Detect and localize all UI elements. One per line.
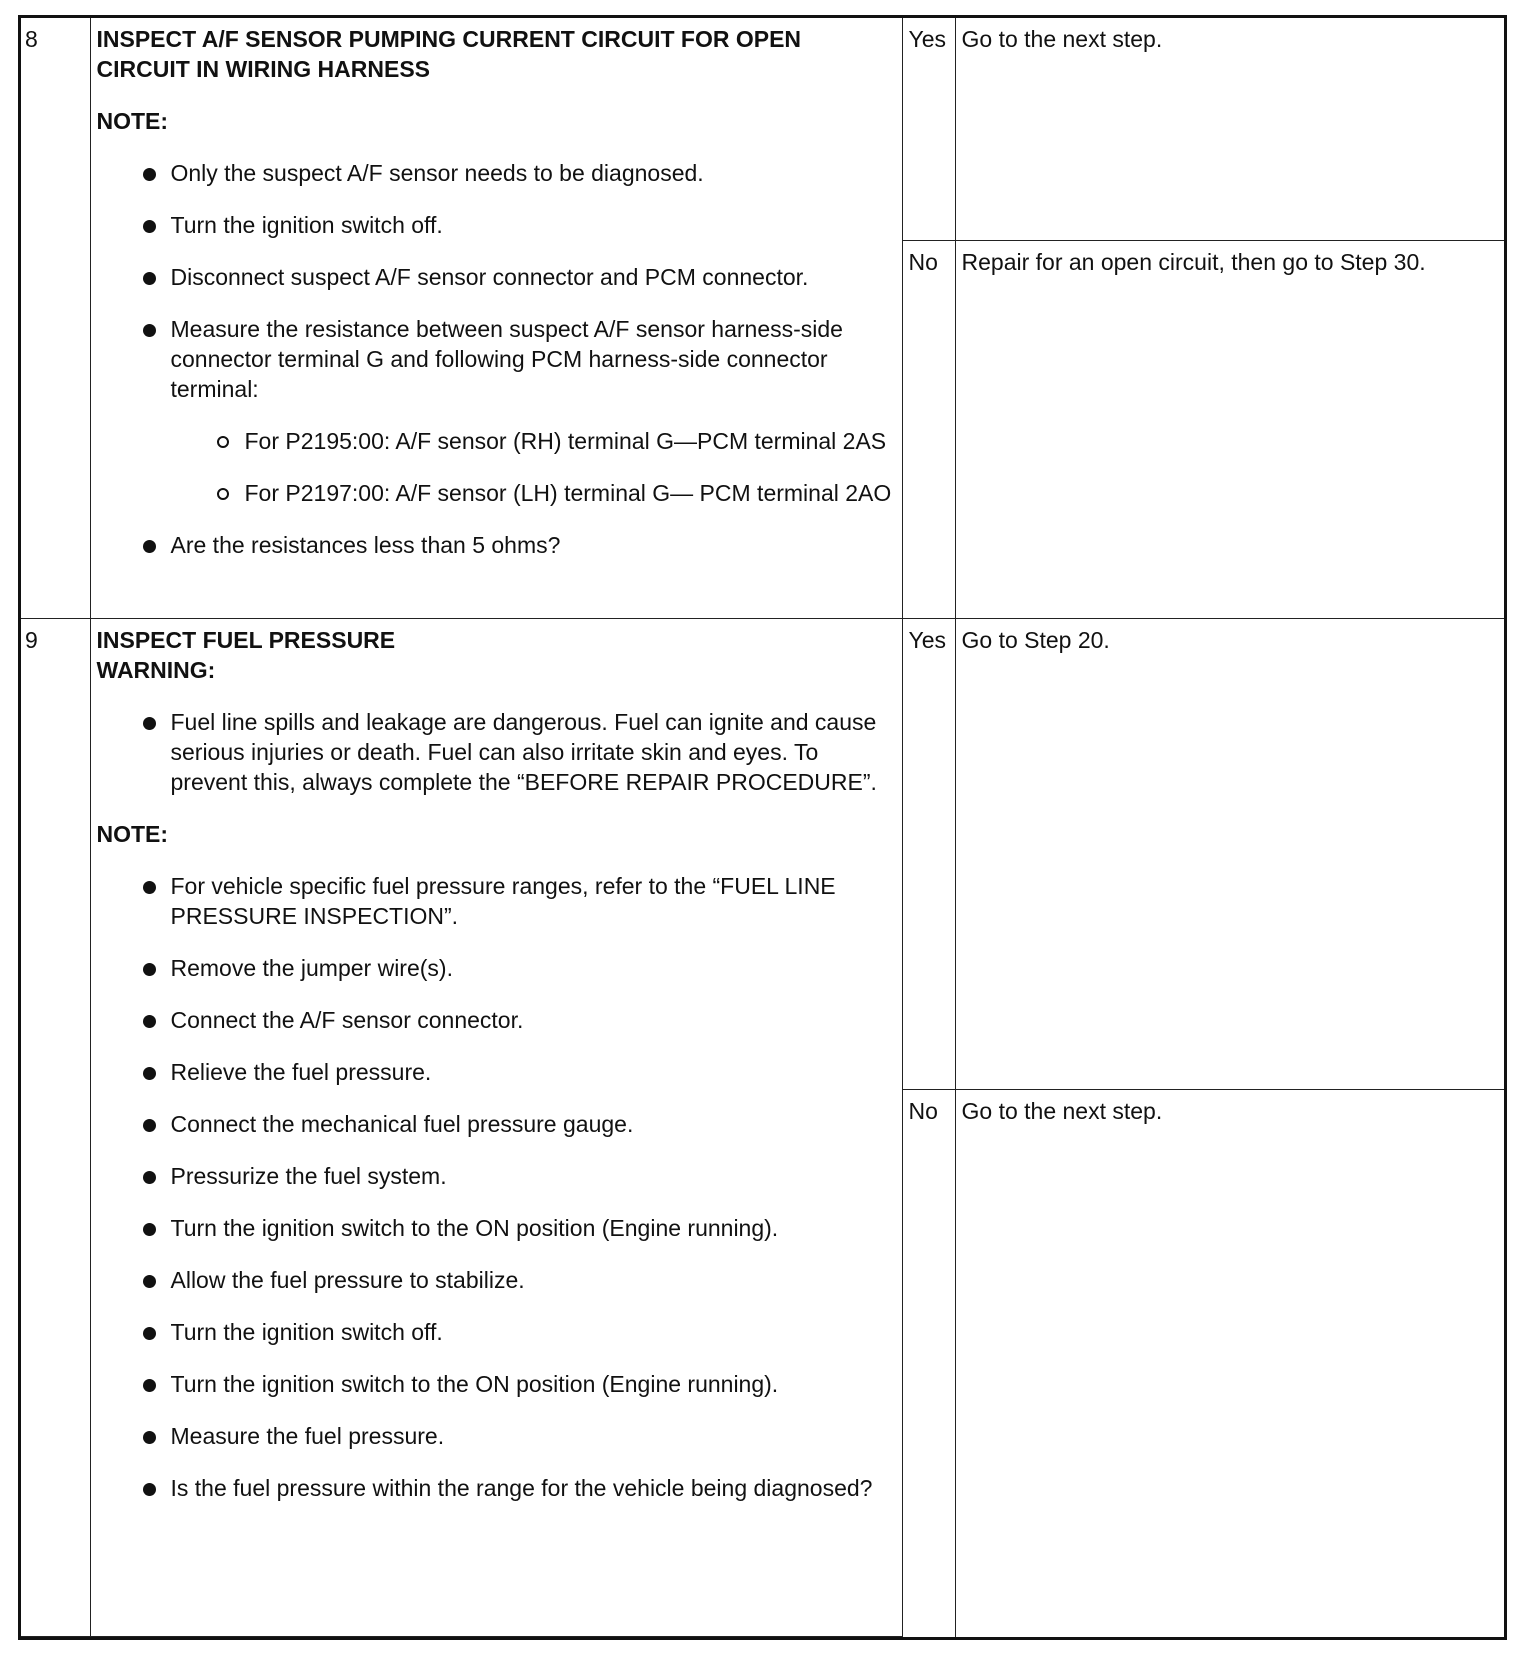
warning-item: Fuel line spills and leakage are dangerous. Fuel can ignite and cause serious injuries or death. Fuel can also irritate skin and eyes. To prevent this, always complete the “BEFORE REPAIR PROCEDURE”. bbox=[97, 707, 892, 797]
warning-heading: WARNING: bbox=[96, 656, 216, 683]
bullet-item: Turn the ignition switch to the ON position (Engine running). bbox=[97, 1213, 892, 1243]
bullet-item: Measure the fuel pressure. bbox=[97, 1421, 892, 1451]
sub-bullet-item: For P2197:00: A/F sensor (LH) terminal G— PCM terminal 2AO bbox=[97, 478, 892, 508]
step-number: 8 bbox=[25, 26, 38, 52]
sub-bullet-item: For P2195:00: A/F sensor (RH) terminal G—PCM terminal 2AS bbox=[97, 426, 892, 456]
yes-action: Go to the next step. bbox=[961, 26, 1163, 52]
no-action: Repair for an open circuit, then go to Step 30. bbox=[961, 248, 1426, 275]
step-8-no-action-cell bbox=[955, 240, 1504, 618]
bullet-item: For vehicle specific fuel pressure ranges, refer to the “FUEL LINE PRESSURE INSPECTION”. bbox=[97, 871, 892, 931]
step-title-line: CIRCUIT IN WIRING HARNESS bbox=[96, 56, 430, 82]
no-label: No bbox=[908, 248, 938, 275]
step-9-inspection-cell bbox=[90, 618, 902, 1637]
step-8-inspection-cell bbox=[90, 18, 902, 618]
sub-bullet-list bbox=[97, 426, 892, 508]
bullet-item: Relieve the fuel pressure. bbox=[97, 1057, 892, 1087]
bullet-item: Measure the resistance between suspect A/F sensor harness-side connector terminal G and following PCM harness-side connector terminal: bbox=[97, 314, 892, 404]
no-label: No bbox=[908, 1097, 938, 1124]
bullet-item: Turn the ignition switch off. bbox=[97, 210, 892, 240]
bullet-item: Connect the A/F sensor connector. bbox=[97, 1005, 892, 1035]
bullet-item: Allow the fuel pressure to stabilize. bbox=[97, 1265, 892, 1295]
bullet-item: Turn the ignition switch to the ON position (Engine running). bbox=[97, 1369, 892, 1399]
step-9-yes-action-cell bbox=[955, 618, 1504, 1089]
bullet-item: Only the suspect A/F sensor needs to be diagnosed. bbox=[97, 158, 892, 188]
bullet-item: Connect the mechanical fuel pressure gauge. bbox=[97, 1109, 892, 1139]
question-item: Is the fuel pressure within the range for the vehicle being diagnosed? bbox=[97, 1473, 892, 1503]
yes-action: Go to Step 20. bbox=[961, 626, 1110, 653]
note-heading: NOTE: bbox=[96, 820, 169, 847]
yes-label: Yes bbox=[908, 626, 947, 653]
bullet-item: Turn the ignition switch off. bbox=[97, 1317, 892, 1347]
step-8-yes-row bbox=[21, 18, 1504, 240]
note-heading: NOTE: bbox=[96, 108, 169, 134]
bullet-item: Remove the jumper wire(s). bbox=[97, 953, 892, 983]
question-bullet-list bbox=[97, 530, 892, 560]
question-item: Are the resistances less than 5 ohms? bbox=[97, 530, 892, 560]
step-8-no-label-cell bbox=[902, 240, 955, 618]
bullet-item: Pressurize the fuel system. bbox=[97, 1161, 892, 1191]
no-action: Go to the next step. bbox=[961, 1097, 1163, 1124]
diagnostic-procedure-page bbox=[18, 15, 1507, 1640]
bullet-item: Disconnect suspect A/F sensor connector and PCM connector. bbox=[97, 262, 892, 292]
note-bullet-list bbox=[97, 871, 892, 1503]
step-9-number-cell bbox=[21, 618, 90, 1637]
step-title: INSPECT FUEL PRESSURE bbox=[96, 626, 396, 653]
yes-label: Yes bbox=[908, 26, 947, 52]
note-bullet-list bbox=[97, 158, 892, 404]
step-9-yes-row bbox=[21, 618, 1504, 1089]
step-9-no-label-cell bbox=[902, 1089, 955, 1637]
step-9-no-action-cell bbox=[955, 1089, 1504, 1637]
warning-bullet-list bbox=[97, 707, 892, 797]
step-title-line: INSPECT A/F SENSOR PUMPING CURRENT CIRCUIT FOR OPEN bbox=[96, 26, 802, 52]
step-9-yes-label-cell bbox=[902, 618, 955, 1089]
step-title bbox=[97, 24, 892, 84]
diagnostic-steps-table bbox=[21, 18, 1504, 1637]
step-8-number-cell bbox=[21, 18, 90, 618]
step-number: 9 bbox=[25, 626, 38, 653]
step-8-yes-label-cell bbox=[902, 18, 955, 240]
step-8-yes-action-cell bbox=[955, 18, 1504, 240]
